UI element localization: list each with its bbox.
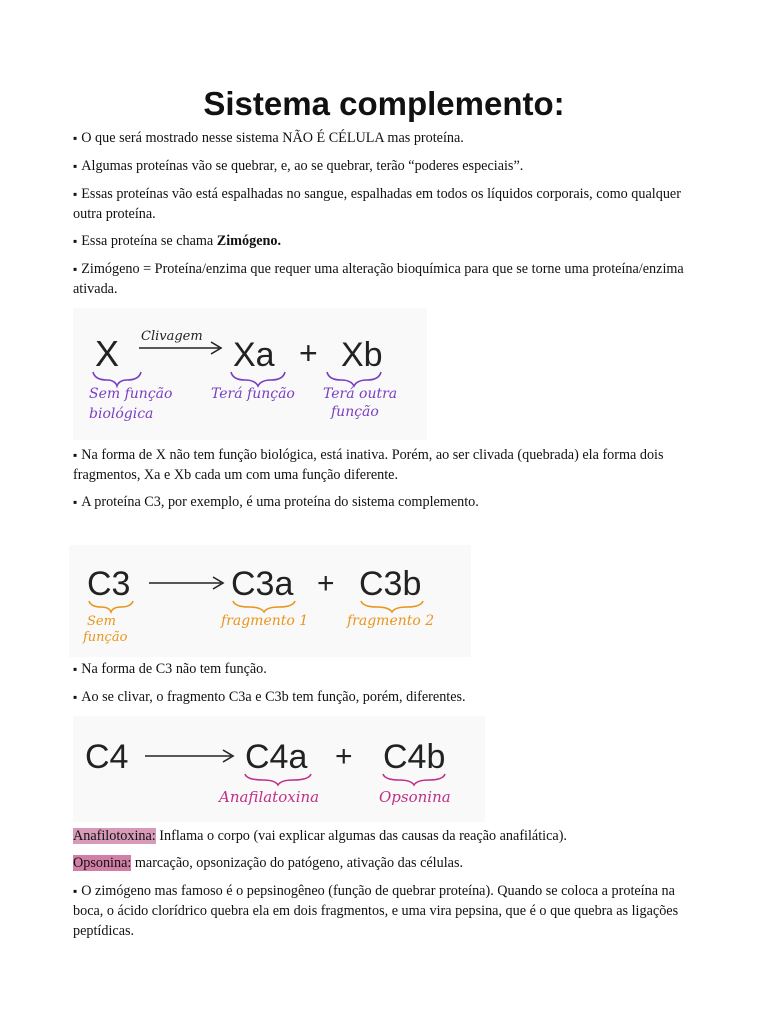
note-sem: Sem bbox=[87, 614, 116, 629]
note-funcao: função bbox=[83, 630, 128, 645]
note-biologica: biológica bbox=[89, 406, 154, 422]
diagram-c4b: C4b bbox=[383, 738, 446, 776]
note-opsonina: Opsonina bbox=[379, 788, 451, 806]
bullet-paragraph bbox=[73, 259, 698, 299]
note-anafilatoxina: Anafilatoxina bbox=[219, 788, 320, 806]
note-fragmento-1: fragmento 1 bbox=[221, 613, 309, 629]
paragraph-text: Na forma de X não tem função biológica, está inativa. Porém, ao ser clivada (quebrada) ela forma dois fragmentos, Xa e Xb cada um com uma função diferente. bbox=[73, 447, 664, 483]
note-tera-funcao: Terá função bbox=[211, 386, 295, 402]
definition-text: Inflama o corpo (vai explicar algumas das causas da reação anafilática). bbox=[155, 828, 567, 844]
brace-icon bbox=[327, 372, 381, 386]
bullet-paragraph bbox=[73, 128, 698, 148]
brace-icon bbox=[231, 372, 285, 386]
bullet-paragraph bbox=[73, 687, 698, 707]
arrow-label: Clivagem bbox=[141, 329, 203, 344]
cleavage-diagram-c4 bbox=[73, 716, 485, 822]
diagram-c3b: C3b bbox=[359, 565, 422, 603]
note-funcao: função bbox=[331, 404, 379, 420]
bullet-paragraph bbox=[73, 881, 698, 941]
paragraph-text: O zimógeno mas famoso é o pepsinogêneo (função de quebrar proteína). Quando se coloca a proteína na boca, o ácido clorídrico quebra ela em dois fragmentos, e uma vira pepsina, que é o que quebra as ligações peptídicas. bbox=[73, 883, 679, 939]
definition-opsonina bbox=[73, 853, 698, 873]
diagram-xa: Xa bbox=[233, 336, 275, 374]
definition-text: marcação, opsonização do patógeno, ativação das células. bbox=[131, 855, 464, 871]
bullet-paragraph bbox=[73, 184, 698, 224]
diagram-plus: + bbox=[317, 567, 335, 600]
highlighted-term: Opsonina: bbox=[73, 855, 132, 871]
term-zimogeno: Zimógeno bbox=[216, 233, 278, 249]
bullet-paragraph bbox=[73, 445, 698, 485]
note-tera-outra: Terá outra bbox=[323, 386, 398, 402]
bullet-paragraph bbox=[73, 156, 698, 176]
period: . bbox=[277, 233, 282, 249]
bullet-paragraph bbox=[73, 659, 698, 679]
note-fragmento-2: fragmento 2 bbox=[347, 613, 435, 629]
paragraph-text: Ao se clivar, o fragmento C3a e C3b tem função, porém, diferentes. bbox=[81, 689, 466, 705]
brace-icon bbox=[93, 372, 141, 386]
diagram-xb: Xb bbox=[341, 336, 383, 374]
note-sem-funcao: Sem função bbox=[89, 386, 173, 402]
diagram-c3: C3 bbox=[87, 565, 131, 603]
bullet-paragraph bbox=[73, 492, 698, 512]
paragraph-text: O que será mostrado nesse sistema NÃO É CÉLULA mas proteína. bbox=[81, 130, 464, 146]
bullet-paragraph bbox=[73, 231, 698, 251]
paragraph-text: Zimógeno = Proteína/enzima que requer uma alteração bioquímica para que se torne uma proteína/enzima ativada. bbox=[73, 261, 684, 297]
diagram-c3a: C3a bbox=[231, 565, 294, 603]
paragraph-text: A proteína C3, por exemplo, é uma proteína do sistema complemento. bbox=[81, 494, 479, 510]
page-title: Sistema complemento: bbox=[203, 85, 565, 122]
highlighted-term: Anafilotoxina: bbox=[73, 828, 156, 844]
cleavage-diagram-c3 bbox=[69, 545, 471, 657]
paragraph-text: Algumas proteínas vão se quebrar, e, ao se quebrar, terão “poderes especiais”. bbox=[81, 158, 524, 174]
cleavage-diagram-x bbox=[73, 308, 427, 440]
diagram-c4a: C4a bbox=[245, 738, 308, 776]
paragraph-text: Essas proteínas vão está espalhadas no sangue, espalhadas em todos os líquidos corporais, como qualquer outra proteína. bbox=[73, 186, 681, 222]
definition-anafilotoxina bbox=[73, 826, 698, 846]
diagram-x: X bbox=[95, 333, 120, 374]
paragraph-text: Essa proteína se chama bbox=[81, 233, 217, 249]
diagram-plus: + bbox=[335, 740, 353, 773]
diagram-c4: C4 bbox=[85, 738, 129, 776]
diagram-plus: + bbox=[299, 335, 318, 371]
paragraph-text: Na forma de C3 não tem função. bbox=[81, 661, 267, 677]
